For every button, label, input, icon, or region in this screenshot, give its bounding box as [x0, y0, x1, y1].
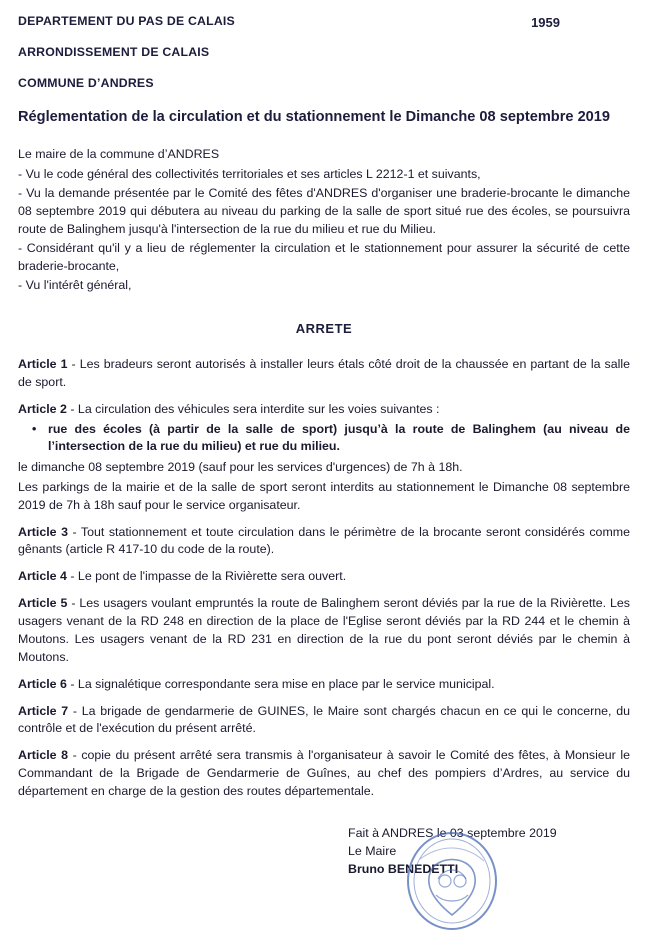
- signature-role: Le Maire: [348, 843, 397, 858]
- article-7-text: La brigade de gendarmerie de GUINES, le Maire sont chargés chacun en ce qui le concerne, du contrôle et de l'exécution du présent arrêté.: [18, 703, 630, 736]
- preamble-considerant: - Considérant qu'il y a lieu de réglementer la circulation et le stationnement pour assurer la sécurité de cette braderie-brocante,: [18, 241, 630, 273]
- article-4-label: Article 4: [18, 569, 67, 584]
- article-8-text: copie du présent arrêté sera transmis à l'organisateur à savoir le Comité des fêtes, à Monsieur le Commandant de la Brigade de Gendarmerie de Guînes, au chef des pompiers d’Ardres, au service du département en charge de la gestion des routes départementale.: [18, 748, 630, 798]
- article-3-separator: -: [67, 524, 81, 539]
- article-1: [18, 356, 630, 392]
- decision-heading: ARRETE: [295, 321, 353, 336]
- department-line: DEPARTEMENT DU PAS DE CALAIS: [18, 14, 235, 28]
- article-2-bullet: • rue des écoles (à partir de la salle de sport) jusqu’à la route de Balinghem (au niveau de l’intersection de la rue du milieu) et rue du milieu.: [18, 421, 630, 457]
- article-6-text: La signalétique correspondante sera mise en place par le service municipal.: [77, 676, 495, 691]
- article-6-label: Article 6: [18, 676, 67, 691]
- arrondissement-line: ARRONDISSEMENT DE CALAIS: [18, 45, 210, 59]
- reference-number: 1959: [531, 15, 560, 30]
- article-2-followup-2: Les parkings de la mairie et de la salle de sport seront interdits au stationnement le Dimanche 08 septembre 2019 de 7h à 18h sauf pour le service organisateur.: [18, 479, 630, 512]
- article-2: [18, 401, 630, 419]
- article-4-text: Le pont de l'impasse de la Rivièrette sera ouvert.: [77, 569, 347, 584]
- article-7-label: Article 7: [18, 703, 69, 718]
- signature-block: [18, 825, 630, 879]
- article-6: [18, 676, 630, 694]
- commune-line: COMMUNE D’ANDRES: [18, 76, 154, 90]
- signature-name: Bruno BENEDETTI: [348, 861, 459, 876]
- article-2-followup-1: le dimanche 08 septembre 2019 (sauf pour les services d'urgences) de 7h à 18h.: [18, 460, 463, 475]
- article-3-label: Article 3: [18, 524, 68, 539]
- signature-place-date: Fait à ANDRES le 03 septembre 2019: [348, 825, 557, 840]
- article-6-separator: -: [66, 676, 78, 691]
- article-5-separator: -: [67, 596, 80, 611]
- article-8-label: Article 8: [18, 748, 69, 763]
- preamble-vu-1: - Vu le code général des collectivités territoriales et ses articles L 2212-1 et suivants,: [18, 166, 481, 181]
- article-5-label: Article 5: [18, 596, 68, 611]
- article-4: [18, 568, 630, 586]
- article-1-text: Les bradeurs seront autorisés à installer leurs étals côté droit de la chaussée en partant de la salle de sport.: [18, 357, 631, 389]
- article-2-separator: -: [66, 401, 78, 416]
- page-title: Réglementation de la circulation et du stationnement le Dimanche 08 septembre 2019: [18, 109, 611, 125]
- article-5: [18, 595, 630, 666]
- preamble-vu-3: - Vu l'intérêt général,: [18, 278, 132, 293]
- article-1-label: Article 1: [18, 357, 68, 371]
- article-3-text: Tout stationnement et toute circulation dans le périmètre de la brocante seront considérés comme gênants (article R 417-10 du code de la route).: [18, 524, 630, 557]
- article-7-separator: -: [68, 703, 82, 718]
- article-8: [18, 747, 630, 801]
- preamble-intro: Le maire de la commune d’ANDRES: [18, 147, 220, 162]
- article-1-separator: -: [67, 357, 80, 371]
- article-7: [18, 703, 630, 739]
- article-4-separator: -: [66, 569, 78, 584]
- article-3: [18, 524, 630, 560]
- article-2-text: La circulation des véhicules sera interdite sur les voies suivantes :: [77, 401, 440, 416]
- article-8-separator: -: [68, 748, 82, 763]
- document-header: [18, 14, 630, 45]
- article-5-text: Les usagers voulant empruntés la route de Balinghem seront déviés par la rue de la Rivièrette. Les usagers venant de la RD 248 en direction de la place de l'Eglise seront déviés par la RD 244 et le chemin à Moutons. Les usagers venant de la RD 231 en direction de la rue du pont seront déviés par le chemin à Moutons.: [18, 596, 630, 664]
- preamble-vu-2: - Vu la demande présentée par le Comité des fêtes d'ANDRES d'organiser une braderie-brocante le dimanche 08 septembre 2019 qui débutera au niveau du parking de la salle de sport situé rue des écoles, se poursuivra route de Balinghem jusqu'à l'intersection de la rue du milieu et rue du Milieu.: [18, 186, 630, 236]
- article-2-label: Article 2: [18, 401, 67, 416]
